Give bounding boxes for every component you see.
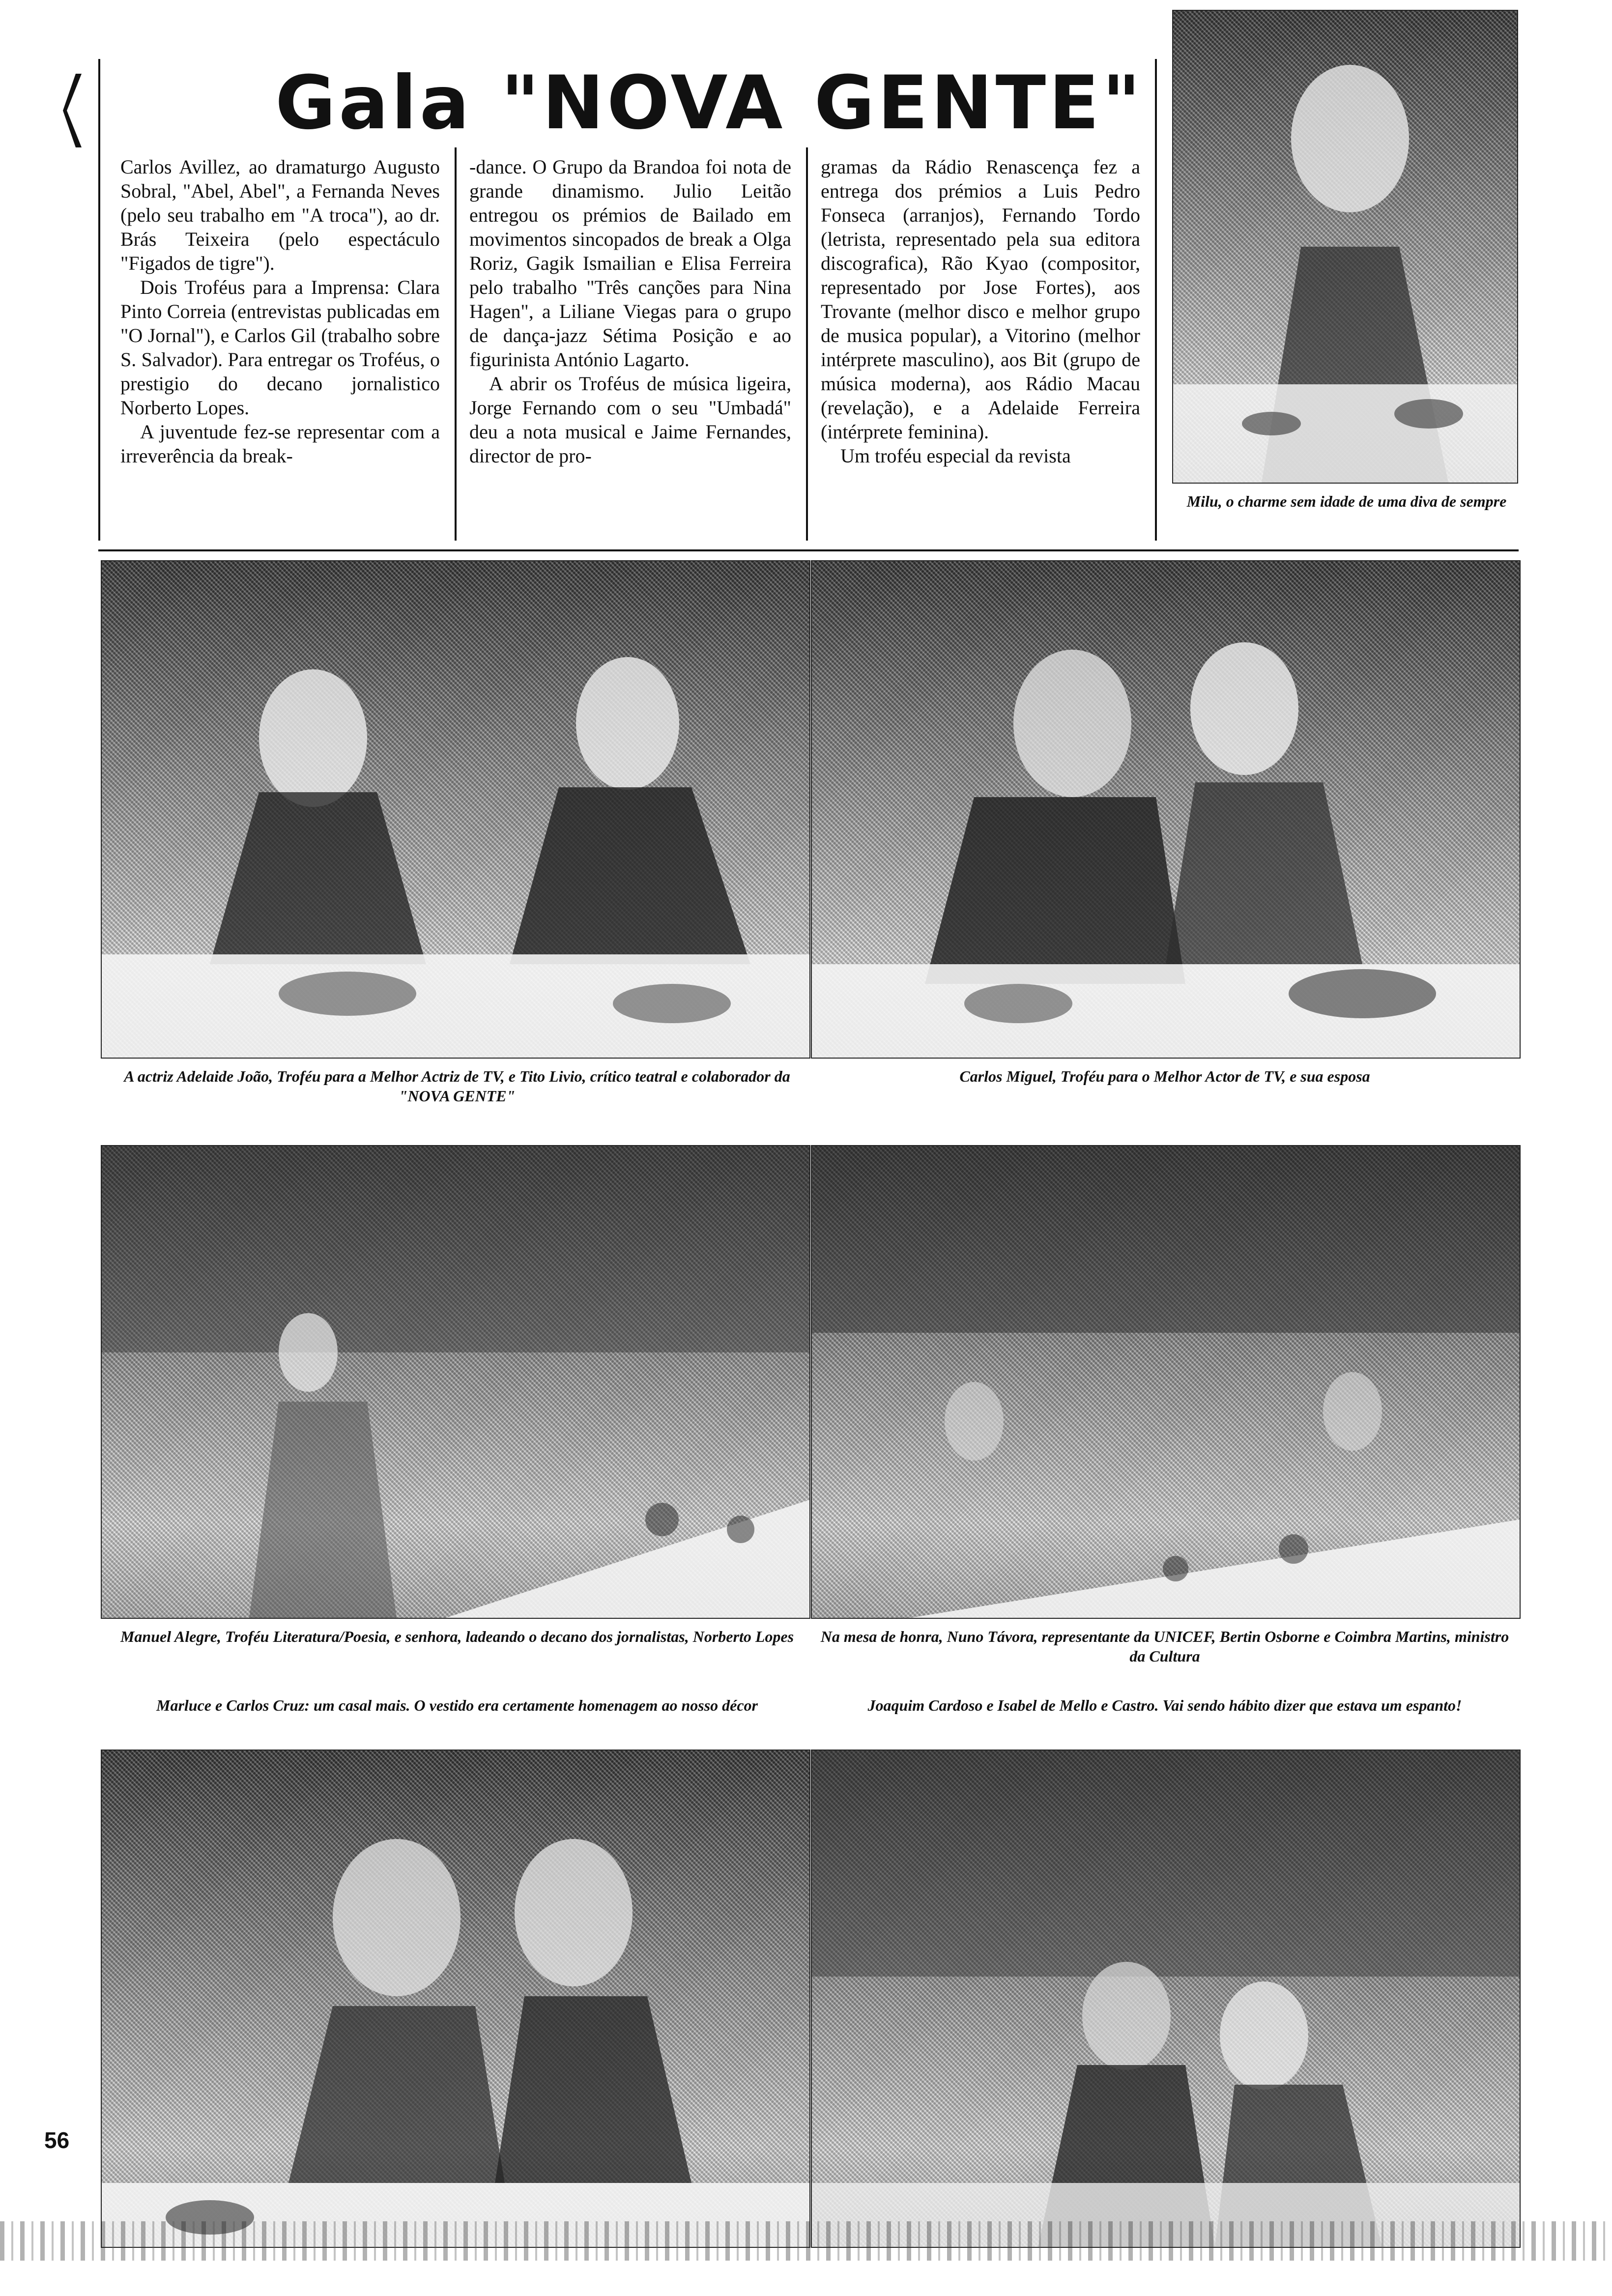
caption-marluce-carlos-cruz: Marluce e Carlos Cruz: um casal mais. O vestido era certamente homenagem ao nosso décor xyxy=(156,1696,758,1714)
photo-carlos-miguel xyxy=(811,560,1521,1059)
caption-carlos-miguel: Carlos Miguel, Troféu para o Melhor Actor de TV, e sua esposa xyxy=(959,1067,1370,1085)
photo-marluce-carlos-cruz xyxy=(101,1750,810,2248)
paragraph: A juventude fez-se representar com a irreverência da break- xyxy=(120,421,440,467)
left-pointer-icon xyxy=(63,74,83,147)
section-rule xyxy=(98,549,1519,551)
photo-manuel-alegre xyxy=(101,1145,810,1619)
column-rule-left xyxy=(98,59,100,541)
paragraph: Dois Troféus para a Imprensa: Clara Pinto Correia (entrevistas publicadas em "O Jornal"), e Carlos Gil (trabalho sobre S. Salvador). Para entregar os Troféus, o prestigio do decano jornalistico Norberto Lopes. xyxy=(120,276,440,419)
paragraph: -dance. O Grupo da Brandoa foi nota de grande dinamismo. Julio Leitão entregou os prémios de Bailado em movimentos sincopados de break a Olga Roriz, Gagik Ismailian e Elisa Ferreira pelo trabalho "Três canções para Nina Hagen", a Liliane Viegas para o grupo de dança-jazz Sétima Posição e ao figurinista António Lagarto. xyxy=(469,156,791,371)
paragraph: gramas da Rádio Renascença fez a entrega dos prémios a Luis Pedro Fonseca (arranjos), Fernando Tordo (letrista, representado pela sua editora discografica), Rão Kyao (compositor, representado por Jose Fortes), aos Trovante (melhor disco e melhor grupo de musica popular), a Vitorino (melhor intérprete masculino), aos Bit (grupo de música moderna), aos Rádio Macau (revelação), e a Adelaide Ferreira (intérprete feminina). xyxy=(821,156,1140,443)
photo-joaquim-cardoso xyxy=(811,1750,1521,2248)
scan-edge-noise xyxy=(0,2221,1612,2261)
paragraph: Carlos Avillez, ao dramaturgo Augusto Sobral, "Abel, Abel", a Fernanda Neves (pelo seu trabalho em "A troca"), ao dr. Brás Teixeira (pelo espectáculo "Figados de tigre"). xyxy=(120,156,440,274)
caption-joaquim-cardoso: Joaquim Cardoso e Isabel de Mello e Castro. Vai sendo hábito dizer que estava um espanto! xyxy=(867,1696,1462,1714)
article-column-2 xyxy=(469,155,791,543)
caption-manuel-alegre: Manuel Alegre, Troféu Literatura/Poesia, e senhora, ladeando o decano dos jornalistas, Norberto Lopes xyxy=(120,1628,794,1645)
column-rule-1 xyxy=(455,147,457,541)
paragraph: Um troféu especial da revista xyxy=(840,445,1071,467)
caption-mesa-de-honra: Na mesa de honra, Nuno Távora, representante da UNICEF, Bertin Osborne e Coimbra Martins, ministro da Cultura xyxy=(820,1628,1509,1665)
paragraph: A abrir os Troféus de música ligeira, Jorge Fernando com o seu "Umbadá" deu a nota musical e Jaime Fernandes, director de pro- xyxy=(469,373,791,467)
article-column-1 xyxy=(120,155,440,543)
column-rule-2 xyxy=(806,147,808,541)
caption-milu: Milu, o charme sem idade de uma diva de sempre xyxy=(1186,492,1507,510)
headline: Gala "NOVA GENTE" xyxy=(275,60,1144,146)
photo-milu xyxy=(1172,10,1518,484)
column-rule-3 xyxy=(1155,59,1157,541)
caption-adelaide-joao: A actriz Adelaide João, Troféu para a Melhor Actriz de TV, e Tito Livio, crítico teatral e colaborador da "NOVA GENTE" xyxy=(124,1067,790,1105)
photo-mesa-de-honra xyxy=(811,1145,1521,1619)
page-number: 56 xyxy=(44,2127,70,2153)
photo-adelaide-joao xyxy=(101,560,810,1059)
article-column-3 xyxy=(821,155,1140,543)
